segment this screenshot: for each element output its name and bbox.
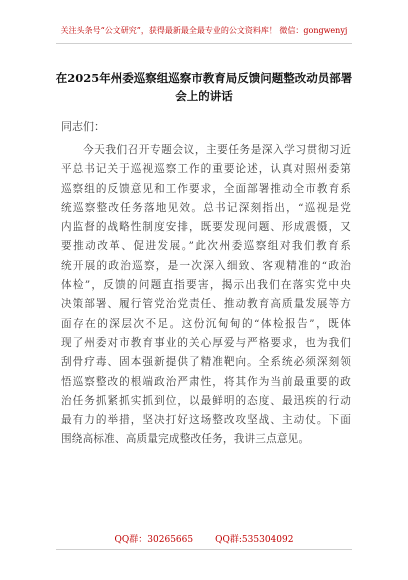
body-line: 今天我们召开专题会议，主要任务是深入学习贯彻习近 <box>83 144 351 156</box>
body-line: 悟巡察整改的根端政治严肃性，将其作为当前最重要的政 <box>61 375 351 388</box>
body-line: 统开展的政治巡察，是一次深入细致、客观精准的“政治 <box>61 259 351 272</box>
speech-body <box>61 141 351 450</box>
body-line: 治任务抓紧抓实抓到位，以最鲜明的态度、最迅疾的行动 <box>61 394 351 407</box>
header-notice: 关注头条号“公文研究”，获得最新最全最专业的公文资料库！ 微信：gongwenyj <box>60 26 348 35</box>
header-divider <box>56 43 352 44</box>
footer-divider <box>56 549 352 550</box>
body-line: 要推动改革、促进发展。”此次州委巡察组对我们教育系 <box>61 240 351 253</box>
document-title: 在2025年州委巡察组巡察市教育局反馈问题整改动员部署会上的讲话 <box>55 71 353 103</box>
greeting-line: 同志们： <box>61 120 105 133</box>
body-line: 现了州委对市教育事业的关心厚爱与严格要求，也为我们 <box>61 336 351 349</box>
body-line: 围绕高标准、高质量完成整改任务，我讲三点意见。 <box>61 433 310 446</box>
body-line: 平总书记关于巡视巡察工作的重要论述，认真对照州委第 <box>61 163 351 176</box>
body-line: 巡察组的反馈意见和工作要求，全面部署推动全市教育系 <box>61 182 351 195</box>
body-line: 刮骨疗毒、固本强新提供了精准靶向。全系统必须深刻领 <box>61 356 351 369</box>
body-line: 最有力的举措，坚决打好这场整改攻坚战、主动仗。下面 <box>61 414 351 427</box>
body-line: 内监督的战略性制度安排，既要发现问题、形成震慑，又 <box>61 221 351 234</box>
body-line: 统巡察整改任务落地见效。总书记深刻指出，“巡视是党 <box>61 201 351 214</box>
body-line: 决策部署、履行管党治党责任、推动教育高质量发展等方 <box>61 298 351 311</box>
body-line: 体检”，反馈的问题直指要害，揭示出我们在落实党中央 <box>61 279 351 292</box>
body-line: 面存在的深层次不足。这份沉甸甸的“体检报告”，既体 <box>61 317 351 330</box>
footer-qq-group-1: QQ群：30265665 <box>114 535 194 545</box>
footer-contacts <box>0 534 408 546</box>
footer-qq-group-2: QQ群:535304092 <box>215 535 294 545</box>
